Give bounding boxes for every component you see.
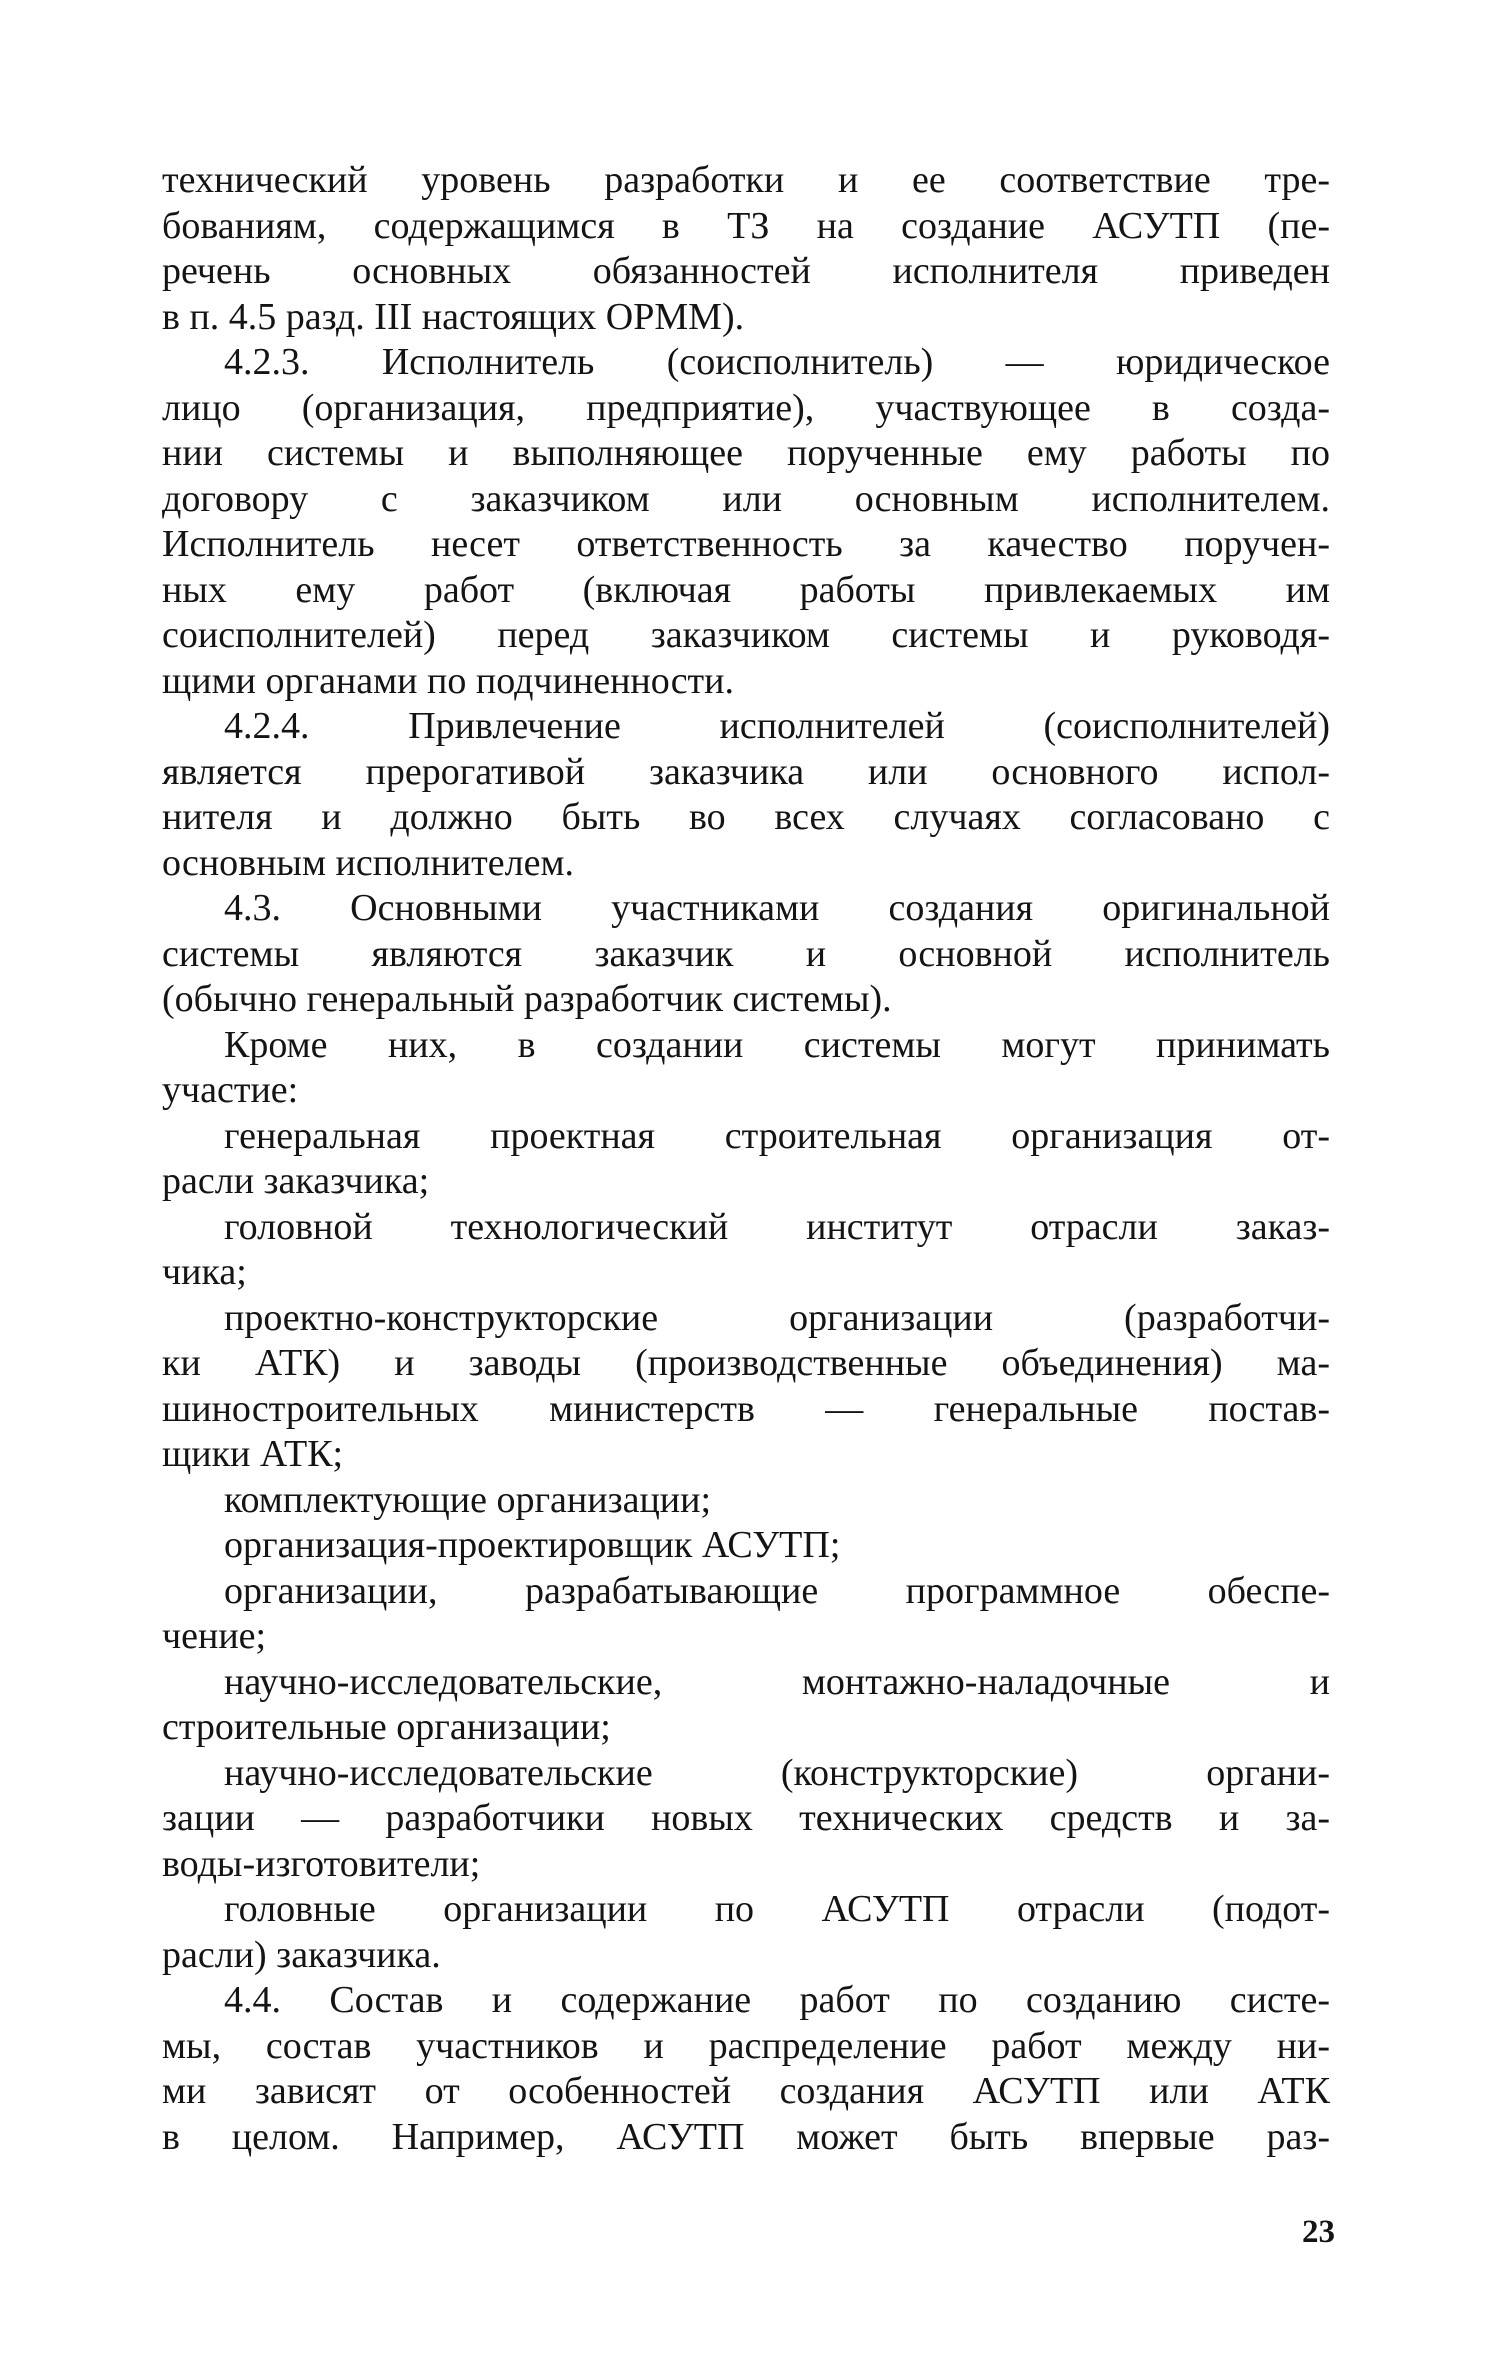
text-line: бованиям, содержащимся в ТЗ на создание АСУТП (пе- <box>162 204 1330 247</box>
text-line: 4.2.4. Привлечение исполнителей (соисполнителей) <box>224 705 1330 747</box>
text-line: системы являются заказчик и основной исполнитель <box>162 932 1330 975</box>
list-item <box>162 1660 1330 1751</box>
text-line: Исполнитель несет ответственность за качество поручен- <box>162 523 1330 565</box>
list-item <box>162 1887 1330 1978</box>
text-line: лицо (организация, предприятие), участвующее в созда- <box>162 386 1330 429</box>
text-line: ных ему работ (включая работы привлекаемых им <box>162 568 1330 611</box>
paragraph <box>162 1023 1330 1114</box>
text-line: шиностроительных министерств — генеральные постав- <box>162 1387 1330 1430</box>
text-line: речень основных обязанностей исполнителя приведен <box>162 250 1330 292</box>
list-item <box>162 1569 1330 1660</box>
list-item <box>162 1114 1330 1205</box>
text-line: чика; <box>162 1251 247 1293</box>
text-line: 4.2.3. Исполнитель (соисполнитель) — юридическое <box>224 341 1330 383</box>
text-line: в п. 4.5 разд. III настоящих ОРММ). <box>162 295 745 338</box>
text-line: в целом. Например, АСУТП может быть впервые раз- <box>162 2115 1330 2158</box>
text-line: нии системы и выполняющее порученные ему работы по <box>162 432 1330 474</box>
paragraph-4-4 <box>162 1978 1330 2160</box>
paragraph-4-3 <box>162 886 1330 1023</box>
paragraph <box>162 158 1330 340</box>
text-line: строительные организации; <box>162 1706 611 1748</box>
text-line: головные организации по АСУТП отрасли (подот- <box>224 1888 1330 1930</box>
text-line: генеральная проектная строительная организация от- <box>224 1114 1330 1157</box>
text-line: организация-проектировщик АСУТП; <box>224 1524 841 1566</box>
list-item <box>162 1751 1330 1888</box>
text-line: ми зависят от особенностей создания АСУТП или АТК <box>162 2070 1330 2112</box>
text-line: расли заказчика; <box>162 1160 430 1202</box>
text-line: технический уровень разработки и ее соответствие тре- <box>162 159 1330 201</box>
text-line: зации — разработчики новых технических средств и за- <box>162 1797 1330 1839</box>
text-line: является прерогативой заказчика или основного испол- <box>162 750 1330 793</box>
text-line: головной технологический институт отрасли заказ- <box>224 1205 1330 1248</box>
text-line: ки АТК) и заводы (производственные объединения) ма- <box>162 1342 1330 1384</box>
text-line: расли) заказчика. <box>162 1933 441 1976</box>
text-line: организации, разрабатывающие программное обеспе- <box>224 1569 1330 1612</box>
list-item <box>162 1523 1330 1569</box>
paragraph-4-2-4 <box>162 704 1330 886</box>
text-line: 4.4. Состав и содержание работ по созданию систе- <box>224 1979 1330 2021</box>
list-item <box>162 1205 1330 1296</box>
body-text <box>162 158 1330 2160</box>
text-line: (обычно генеральный разработчик системы). <box>162 978 892 1020</box>
text-line: соисполнителей) перед заказчиком системы и руководя- <box>162 614 1330 656</box>
text-line: 4.3. Основными участниками создания оригинальной <box>224 887 1330 929</box>
text-line: Кроме них, в создании системы могут принимать <box>224 1023 1330 1066</box>
text-line: основным исполнителем. <box>162 841 575 884</box>
text-line: научно-исследовательские, монтажно-наладочные и <box>224 1660 1330 1703</box>
text-line: проектно-конструкторские организации (разработчи- <box>224 1296 1330 1339</box>
text-line: научно-исследовательские (конструкторские) органи- <box>224 1751 1330 1794</box>
list-item <box>162 1478 1330 1524</box>
text-line: щими органами по подчиненности. <box>162 659 735 702</box>
text-line: чение; <box>162 1615 267 1657</box>
text-line: участие: <box>162 1069 299 1111</box>
page-number: 23 <box>1302 2214 1335 2250</box>
list-item <box>162 1296 1330 1478</box>
text-line: комплектующие организации; <box>224 1478 712 1521</box>
paragraph-4-2-3 <box>162 340 1330 704</box>
text-line: нителя и должно быть во всех случаях согласовано с <box>162 796 1330 838</box>
text-line: щики АТК; <box>162 1433 344 1475</box>
text-line: мы, состав участников и распределение работ между ни- <box>162 2024 1330 2067</box>
text-line: воды-изготовители; <box>162 1842 481 1885</box>
text-line: договору с заказчиком или основным исполнителем. <box>162 477 1330 520</box>
